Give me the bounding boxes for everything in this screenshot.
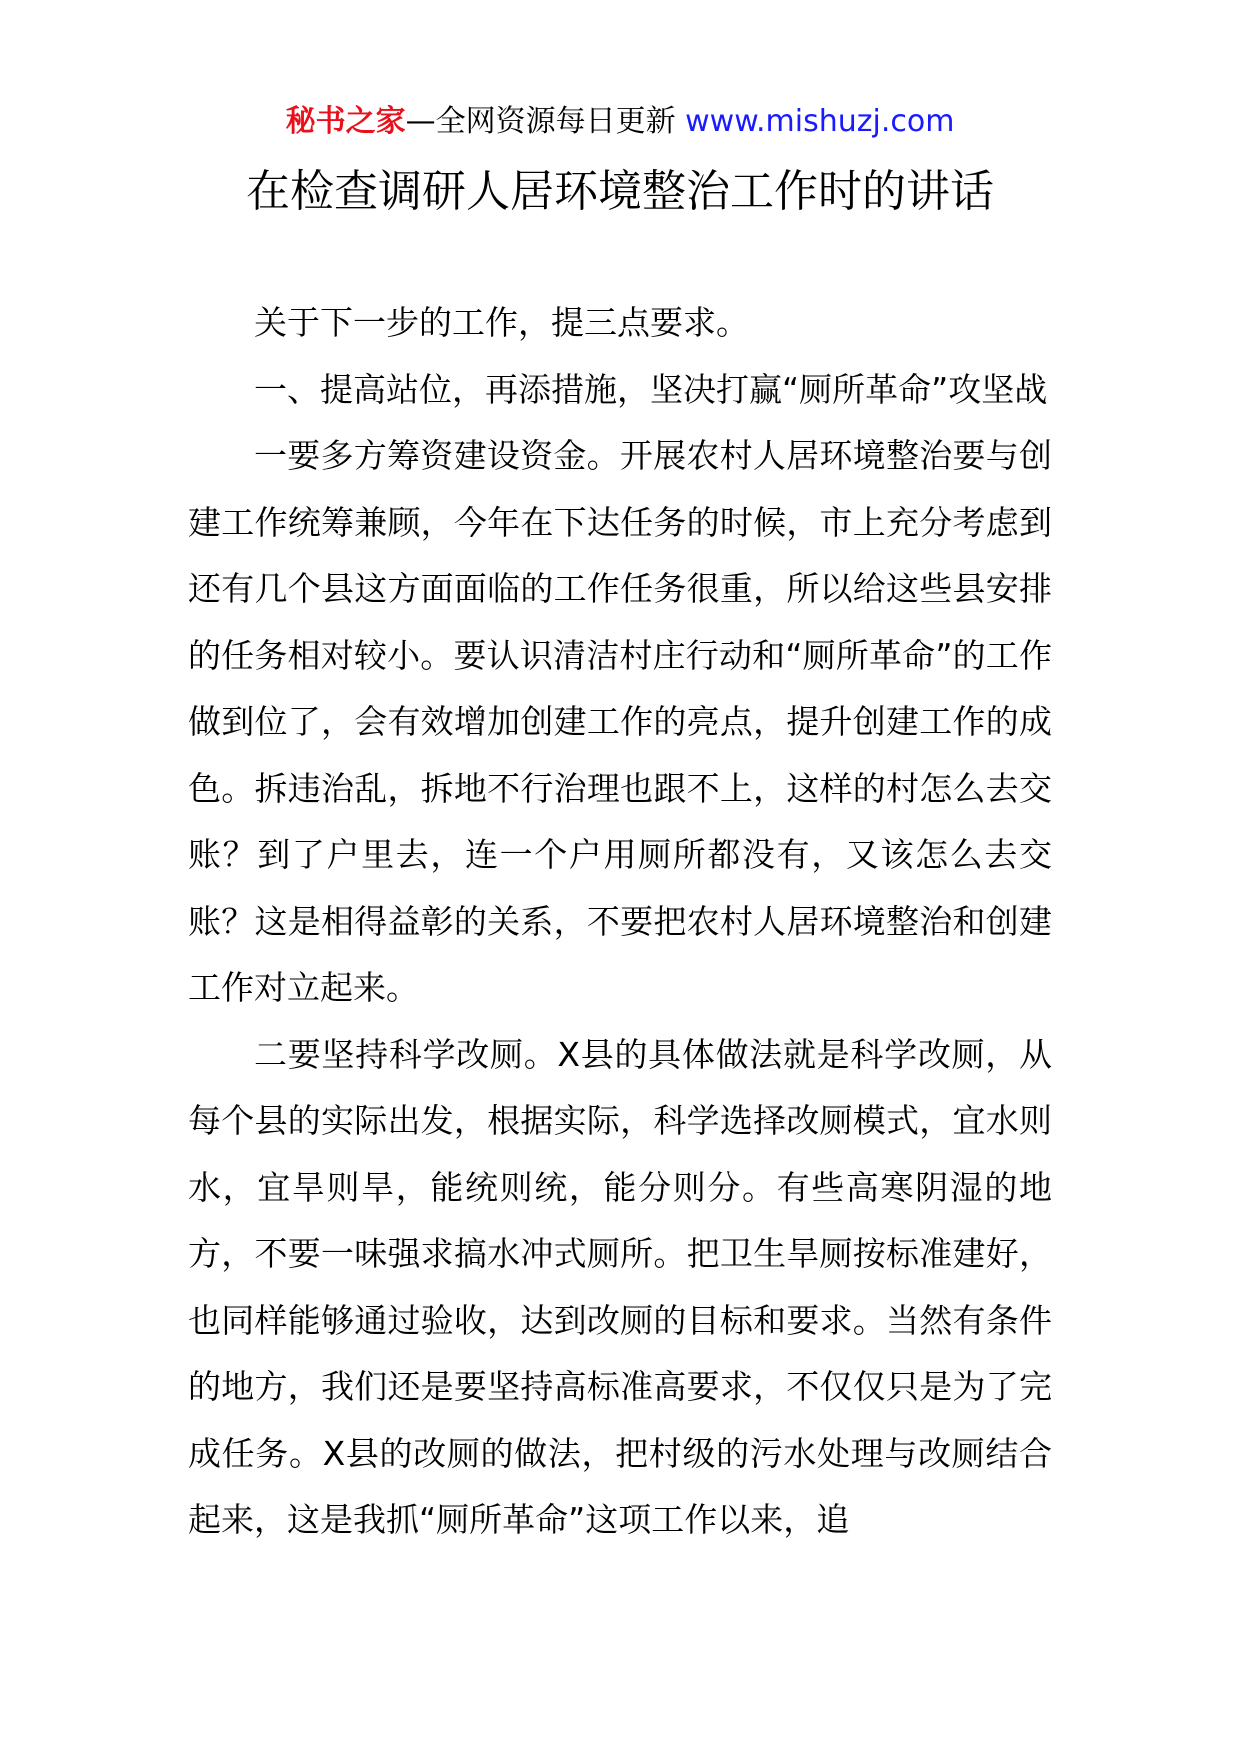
site-url-link[interactable]: www.mishuzj.com — [685, 104, 955, 139]
site-slogan: —全网资源每日更新 — [405, 104, 686, 139]
section-heading-1: 一、提高站位，再添措施，坚决打赢“厕所革命”攻坚战 — [254, 369, 1048, 409]
paragraph-scientific-toilet: 二要坚持科学改厕。X县的具体做法就是科学改厕，从每个县的实际出发，根据实际，科学选择改厕模式，宜水则水，宜旱则旱，能统则统，能分则分。有些高寒阴湿的地方，不要一味强求搞水冲式厕所。把卫生旱厕按标准建好，也同样能够通过验收，达到改厕的目标和要求。当然有条件的地方，我们还是要坚持高标准高要求，不仅仅只是为了完成任务。X县的改厕的做法，把村级的污水处理与改厕结合起来，这是我抓“厕所革命”这项工作以来，追 — [188, 1034, 1052, 1539]
paragraph-funding: 一要多方筹资建设资金。开展农村人居环境整治要与创建工作统筹兼顾，今年在下达任务的时候，市上充分考虑到还有几个县这方面面临的工作任务很重，所以给这些县安排的任务相对较小。要认识清洁村庄行动和“厕所革命”的工作做到位了，会有效增加创建工作的亮点，提升创建工作的成色。拆违治乱，拆地不行治理也跟不上，这样的村怎么去交账？到了户里去，连一个户用厕所都没有，又该怎么去交账？这是相得益彰的关系，不要把农村人居环境整治和创建工作对立起来。 — [188, 436, 1052, 1007]
site-header — [0, 102, 1240, 142]
document-title: 在检查调研人居环境整治工作时的讲话 — [246, 166, 994, 217]
paragraph-intro: 关于下一步的工作，提三点要求。 — [254, 303, 749, 342]
document-body — [188, 290, 1052, 1554]
site-brand: 秘书之家 — [285, 104, 406, 139]
